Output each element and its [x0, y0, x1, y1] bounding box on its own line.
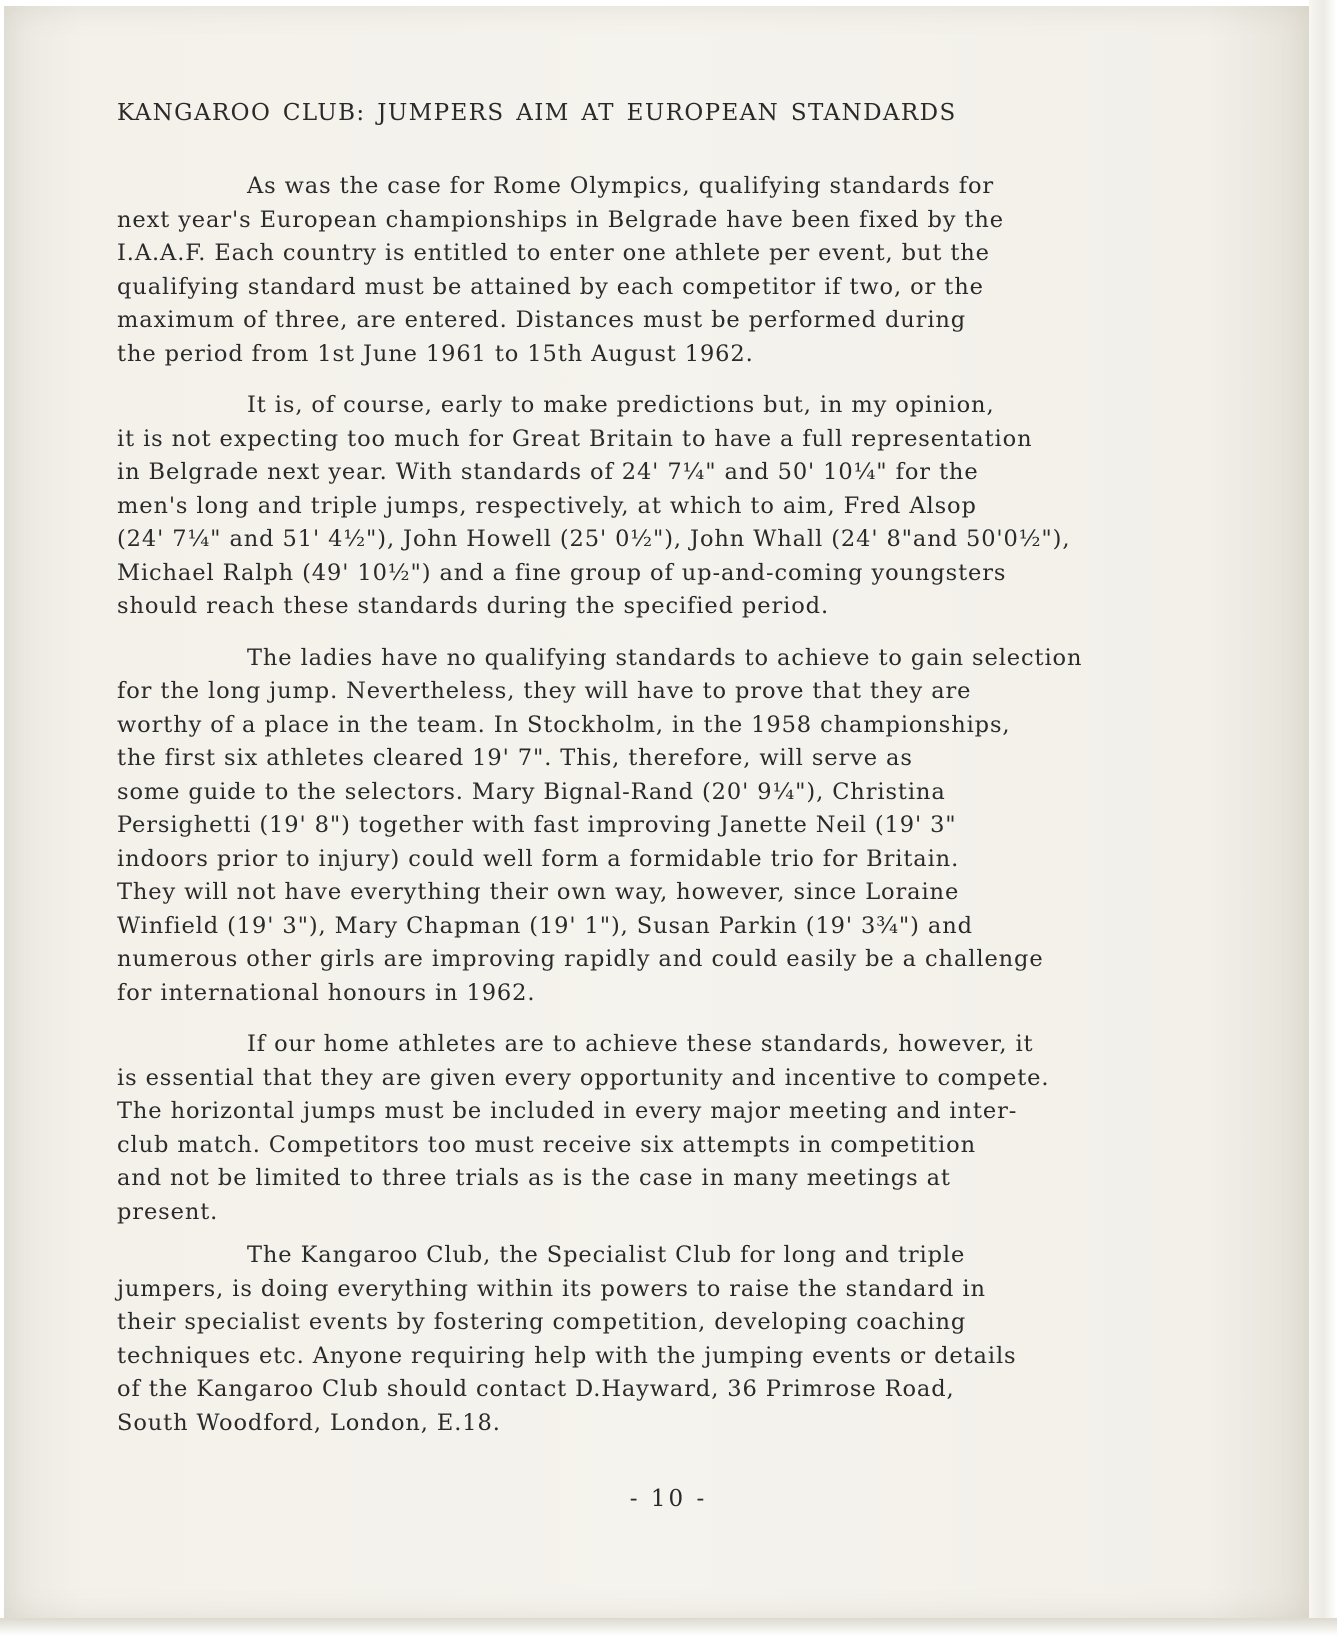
text-line: of the Kangaroo Club should contact D.Hayward, 36 Primrose Road, [117, 1376, 955, 1402]
text-line: for the long jump. Nevertheless, they will have to prove that they are [117, 678, 972, 704]
text-line: some guide to the selectors. Mary Bignal-Rand (20' 9¼"), Christina [117, 778, 946, 805]
text-line: men's long and triple jumps, respectively, at which to aim, Fred Alsop [117, 492, 977, 519]
text-line: They will not have everything their own way, however, since Loraine [117, 879, 960, 905]
text-line: maximum of three, are entered. Distances must be performed during [117, 307, 967, 333]
text-line: present. [117, 1198, 219, 1225]
text-line: club match. Competitors too must receive six attempts in competition [117, 1131, 976, 1158]
paragraph-4 [117, 1028, 1267, 1229]
text-line: the period from 1st June 1961 to 15th August 1962. [117, 340, 754, 367]
text-line: for international honours in 1962. [117, 979, 536, 1006]
text-line: (24' 7¼" and 51' 4½"), John Howell (25' 0½"), John Whall (24' 8"and 50'0½"), [117, 526, 1071, 552]
text-line: next year's European championships in Belgrade have been fixed by the [117, 206, 1004, 233]
text-line: I.A.A.F. Each country is entitled to enter one athlete per event, but the [117, 240, 990, 266]
text-line: As was the case for Rome Olympics, qualifying standards for [247, 173, 995, 199]
text-line: numerous other girls are improving rapidly and could easily be a challenge [117, 946, 1044, 972]
article-title: KANGAROO CLUB: JUMPERS AIM AT EUROPEAN STANDARDS [117, 100, 957, 126]
text-line: The Kangaroo Club, the Specialist Club for long and triple [247, 1242, 966, 1268]
text-line: The ladies have no qualifying standards to achieve to gain selection [247, 644, 1083, 671]
text-line: worthy of a place in the team. In Stockholm, in the 1958 championships, [117, 711, 1011, 738]
paragraph-2 [117, 389, 1267, 624]
page-bottom-edge [0, 1618, 1337, 1636]
text-line: indoors prior to injury) could well form a formidable trio for Britain. [117, 845, 960, 872]
text-line: in Belgrade next year. With standards of 24' 7¼" and 50' 10¼" for the [117, 459, 979, 485]
text-line: Persighetti (19' 8") together with fast improving Janette Neil (19' 3" [117, 812, 957, 838]
page-edge [1309, 0, 1337, 1636]
paragraph-1 [117, 170, 1267, 371]
text-line: should reach these standards during the specified period. [117, 593, 830, 619]
text-line: techniques etc. Anyone requiring help with the jumping events or details [117, 1342, 1017, 1369]
text-line: The horizontal jumps must be included in every major meeting and inter- [117, 1098, 1018, 1124]
text-line: jumpers, is doing everything within its powers to raise the standard in [117, 1275, 986, 1302]
text-line: It is, of course, early to make predictions but, in my opinion, [247, 392, 995, 418]
article [117, 100, 1267, 1458]
page-number: - 10 - [629, 1486, 708, 1512]
paragraph-5 [117, 1239, 1267, 1440]
text-line: is essential that they are given every opportunity and incentive to compete. [117, 1064, 1050, 1091]
text-line: Michael Ralph (49' 10½") and a fine group of up-and-coming youngsters [117, 559, 1007, 586]
text-line: Winfield (19' 3"), Mary Chapman (19' 1"), Susan Parkin (19' 3¾") and [117, 912, 973, 939]
text-line: the first six athletes cleared 19' 7". This, therefore, will serve as [117, 745, 913, 771]
text-line: South Woodford, London, E.18. [117, 1409, 501, 1436]
paragraph-3 [117, 642, 1267, 1011]
text-line: qualifying standard must be attained by each competitor if two, or the [117, 273, 984, 300]
text-line: and not be limited to three trials as is the case in many meetings at [117, 1165, 951, 1191]
text-line: their specialist events by fostering competition, developing coaching [117, 1309, 967, 1335]
text-line: If our home athletes are to achieve these standards, however, it [247, 1031, 1034, 1057]
text-line: it is not expecting too much for Great Britain to have a full representation [117, 425, 1033, 452]
